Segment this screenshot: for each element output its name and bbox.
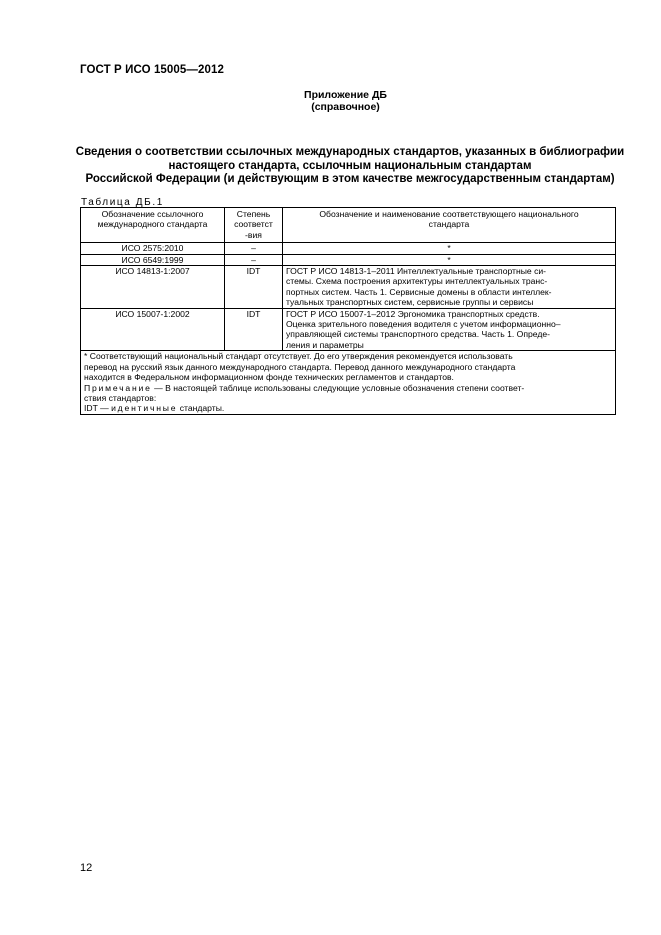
header-text: -вия	[245, 229, 262, 240]
annex-subtitle: (справочное)	[311, 101, 380, 113]
cell-reference: ИСО 6549:1999	[81, 254, 225, 265]
table-header-row	[81, 208, 616, 243]
table-caption: Таблица ДБ.1	[81, 197, 164, 208]
cell-reference: ИСО 2575:2010	[81, 243, 225, 254]
header-text: Обозначение ссылочного	[101, 209, 204, 219]
footnote-line: * Соответствующий национальный стандарт отсутствует. До его утверждения рекомендуется использовать	[84, 351, 513, 362]
heading-line: Сведения о соответствии ссылочных международных стандартов, указанных в библиографии	[75, 146, 625, 158]
document-header: ГОСТ Р ИСО 15005—2012	[80, 64, 225, 76]
note-label: Примечание	[84, 382, 152, 393]
cell-line: ГОСТ Р ИСО 14813-1–2011 Интеллектуальные транспортные си-	[286, 266, 547, 277]
idt-word: идентичные	[111, 403, 178, 414]
header-national-standard	[283, 208, 616, 243]
header-text: международного стандарта	[97, 219, 208, 230]
header-text: Обозначение и наименование соответствующего национального	[319, 209, 579, 219]
cell-national	[283, 308, 616, 351]
section-heading	[60, 146, 640, 187]
cell-national: *	[283, 243, 616, 254]
idt-definition	[84, 403, 612, 413]
idt-rest: стандарты.	[177, 403, 225, 414]
cell-line: ГОСТ Р ИСО 15007-1–2012 Эргономика транспортных средств.	[286, 308, 540, 319]
header-degree	[225, 208, 283, 243]
cell-line: ления и параметры	[286, 339, 364, 350]
footnote-line: находится в Федеральном информационном фонде технических регламентов и стандартов.	[84, 372, 454, 383]
cell-reference: ИСО 15007-1:2002	[81, 308, 225, 351]
cell-degree: –	[225, 243, 283, 254]
table-footnote-row	[81, 351, 616, 414]
note-text: — В настоящей таблице использованы следующие условные обозначения степени соответ-	[151, 382, 525, 393]
cell-line: управляющей системы транспортного средства. Часть 1. Опреде-	[286, 329, 551, 340]
note-line: ствия стандартов:	[84, 392, 157, 403]
page-number: 12	[80, 862, 93, 874]
cell-line: Оценка зрительного поведения водителя с учетом информационно–	[286, 319, 561, 330]
table-row	[81, 308, 616, 351]
idt-abbr: IDT	[84, 403, 98, 414]
header-text: стандарта	[428, 219, 470, 230]
table-row	[81, 243, 616, 254]
footnote-line: перевод на русский язык данного международного стандарта. Перевод данного международного стандарта	[84, 361, 516, 372]
cell-line: портных систем. Часть 1. Сервисные домены в области интеллек-	[286, 286, 552, 297]
cell-national	[283, 266, 616, 309]
cell-reference: ИСО 14813-1:2007	[81, 266, 225, 309]
correspondence-table	[80, 207, 616, 415]
heading-line: Российской Федерации (и действующим в этом качестве межгосударственным стандартам)	[85, 173, 615, 185]
heading-line: настоящего стандарта, ссылочным национальным стандартам	[168, 159, 532, 172]
header-reference-standard	[81, 208, 225, 243]
note-line	[84, 383, 612, 393]
cell-degree: IDT	[225, 308, 283, 351]
cell-line: стемы. Схема построения архитектуры интеллектуальных транс-	[286, 276, 548, 287]
table-footnote	[81, 351, 616, 414]
table-row	[81, 254, 616, 265]
table-row	[81, 266, 616, 309]
annex-title: Приложение ДБ	[304, 89, 387, 101]
cell-national: *	[283, 254, 616, 265]
cell-degree: IDT	[225, 266, 283, 309]
header-text: Степень	[236, 209, 271, 219]
header-text: соответст	[234, 219, 273, 230]
cell-degree: –	[225, 254, 283, 265]
cell-line: туальных транспортных систем, сервисные группы и сервисы	[286, 297, 534, 308]
idt-dash: —	[97, 403, 112, 414]
annex-title-block	[0, 89, 661, 113]
